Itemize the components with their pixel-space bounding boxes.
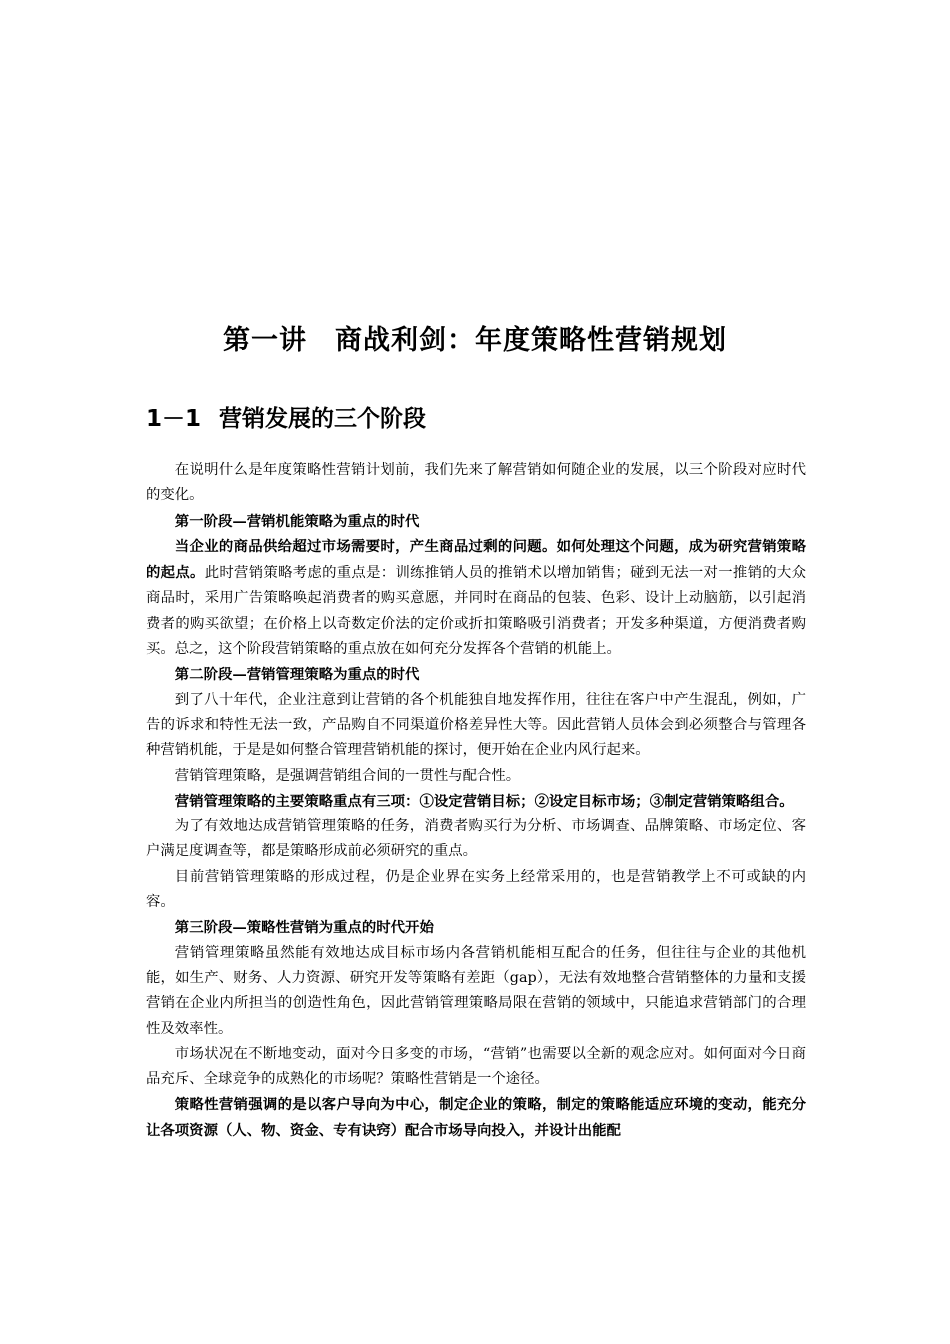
section-title: 营销发展的三个阶段 [219,406,427,432]
stage2-paragraph-2: 营销管理策略，是强调营销组合间的一贯性与配合性。 [174,767,521,784]
intro-paragraph: 在说明什么是年度策略性营销计划前，我们先来了解营销如何随企业的发展，以三个阶段对应时代的变化。 [146,462,806,504]
stage3-paragraph-1: 营销管理策略虽然能有效地达成目标市场内各营销机能相互配合的任务，但往往与企业的其他机能，如生产、财务、人力资源、研究开发等策略有差距（gap），无法有效地整合营销整体的力量和支援营销在企业内所担当的创造性角色，因此营销管理策略局限在营销的领域中，只能追求营销部门的合理性及效率性。 [146,944,806,1037]
stage3-heading: 第三阶段—策略性营销为重点的时代开始 [174,919,434,937]
stage1-body: 此时营销策略考虑的重点是：训练推销人员的推销术以增加销售；碰到无法一对一推销的大众商品时，采用广告策略唤起消费者的购买意愿，并同时在商品的包装、色彩、设计上动脑筋，以引起消费者的购买欲望；在价格上以奇数定价法的定价或折扣策略吸引消费者；开发多种渠道，方便消费者购买。总之，这个阶段营销策略的重点放在如何充分发挥各个营销的机能上。 [146,565,806,658]
stage2-paragraph-1: 到了八十年代，企业注意到让营销的各个机能独自地发挥作用，往往在客户中产生混乱，例如，广告的诉求和特性无法一致，产品购自不同渠道价格差异性大等。因此营销人员体会到必须整合与管理各种营销机能，于是是如何整合管理营销机能的探讨，便开始在企业内风行起来。 [146,691,806,759]
section-heading [146,400,426,433]
stage1-heading: 第一阶段—营销机能策略为重点的时代 [174,512,420,530]
chapter-title: 第一讲 商战利剑：年度策略性营销规划 [223,325,727,356]
stage2-paragraph-3: 为了有效地达成营销管理策略的任务，消费者购买行为分析、市场调查、品牌策略、市场定位、客户满足度调查等，都是策略形成前必须研究的重点。 [146,818,806,860]
stage3-paragraph-2: 市场状况在不断地变动，面对今日多变的市场，“营销”也需要以全新的观念应对。如何面对今日商品充斥、全球竞争的成熟化的市场呢？策略性营销是一个途径。 [146,1045,806,1088]
stage1-paragraph [146,534,806,662]
section-number: 1－1 [146,406,202,432]
stage3-emphasis: 策略性营销强调的是以客户导向为中心，制定企业的策略，制定的策略能适应环境的变动，能充分让各项资源（人、物、资金、专有诀窍）配合市场导向投入，并设计出能配 [146,1096,806,1139]
stage2-heading: 第二阶段—营销管理策略为重点的时代 [174,666,420,684]
body-text [146,458,806,1143]
stage2-paragraph-4: 目前营销管理策略的形成过程，仍是企业界在实务上经常采用的，也是营销教学上不可或缺的内容。 [146,868,806,911]
stage1-emphasis: 当企业的商品供给超过市场需要时，产生商品过剩的问题。如何处理这个问题，成为研究营销策略的起点。 [146,537,806,582]
stage2-emphasis: 营销管理策略的主要策略重点有三项：①设定营销目标；②设定目标市场；③制定营销策略组合。 [174,792,794,810]
